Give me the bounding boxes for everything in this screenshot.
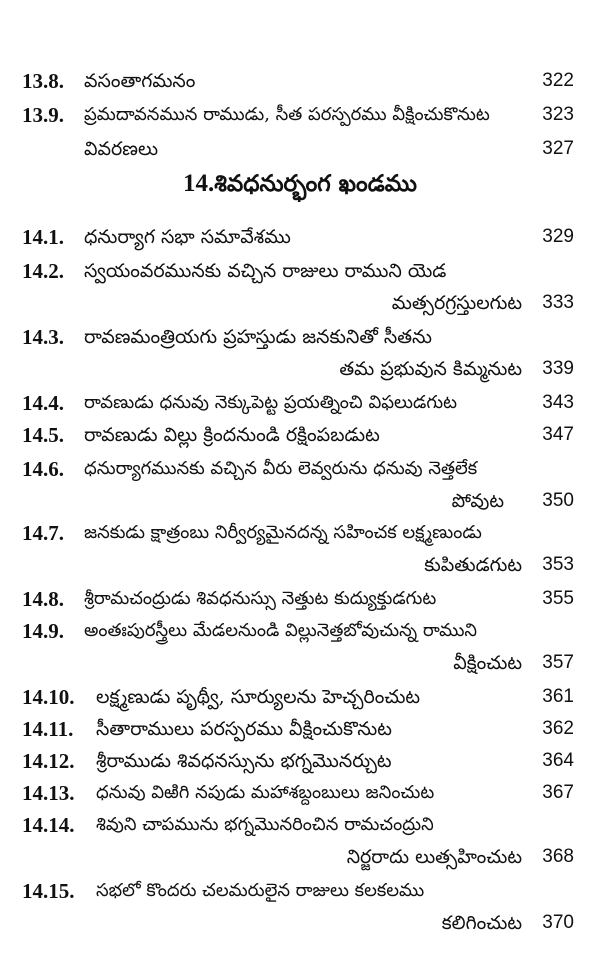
entry-title: శివుని చాపమును భగ్నమొనరించిన రామచంద్రుని <box>96 814 434 835</box>
entry-title-continuation: నిర్జరాదు లుత్సహించుట <box>346 846 522 868</box>
toc-entry <box>0 712 600 746</box>
toc-entry <box>0 614 600 648</box>
entry-title: ధనుర్యాగ సభా సమావేశము <box>84 226 291 248</box>
entry-page-number: 347 <box>542 424 574 445</box>
toc-entry-continuation <box>0 484 600 518</box>
toc-entry <box>0 680 600 714</box>
entry-number: 13.8. <box>22 69 64 93</box>
entry-title: రావణమంత్రియగు ప్రహస్తుడు జనకునితో సీతను <box>84 326 432 348</box>
entry-title: ప్రమదావనమున రాముడు, సీత పరస్పరము వీక్షించుకొనుట <box>84 104 490 125</box>
toc-entry <box>0 386 600 420</box>
toc-entry <box>0 320 600 354</box>
entry-title-continuation: మత్సరగ్రస్తులగుట <box>391 292 522 314</box>
entry-page-number: 327 <box>542 138 574 159</box>
entry-page-number: 355 <box>542 588 574 609</box>
entry-number: 14.5. <box>22 423 64 447</box>
entry-title: శ్రీరాముడు శివధనస్సును భగ్నమొనర్చుట <box>96 750 392 772</box>
toc-entry <box>0 452 600 486</box>
entry-title: ధనువు విఱిగి నపుడు మహాశబ్దంబులు జనించుట <box>96 782 435 803</box>
entry-page-number: 361 <box>542 686 574 707</box>
section-title: శివధనుర్భంగ ఖండము <box>214 170 418 197</box>
toc-entry-continuation <box>0 840 600 874</box>
entry-title-continuation: పోవుట <box>451 490 504 512</box>
toc-entry-continuation <box>0 646 600 680</box>
entry-number: 14.9. <box>22 619 64 643</box>
toc-entry-continuation <box>0 352 600 386</box>
toc-entry <box>0 132 600 166</box>
entry-title: స్వయంవరమునకు వచ్చిన రాజులు రాముని యెడ <box>84 260 447 282</box>
toc-entry <box>0 776 600 810</box>
toc-entry <box>0 808 600 842</box>
toc-entry <box>0 254 600 288</box>
entry-number: 14.14. <box>22 813 75 837</box>
entry-number: 13.9. <box>22 103 64 127</box>
entry-title: రావణుడు ధనువు నెక్కుపెట్ట ప్రయత్నించి విఫలుడగుట <box>84 392 457 413</box>
entry-title: అంతఃపురస్త్రీలు మేడలనుండి విల్లునెత్తబోవుచున్న రాముని <box>84 620 478 641</box>
entry-page-number: 368 <box>542 846 574 867</box>
entry-title: జనకుడు క్షాత్రంబు నిర్వీర్యమైనదన్న సహించక లక్ష్మణుండు <box>84 522 482 543</box>
toc-entry <box>0 582 600 616</box>
entry-title-continuation: కుపితుడగుట <box>424 554 522 576</box>
toc-entry-continuation <box>0 906 600 940</box>
toc-entry <box>0 64 600 98</box>
entry-page-number: 339 <box>542 358 574 379</box>
entry-number: 14.2. <box>22 259 64 283</box>
entry-title-continuation: వీక్షించుట <box>453 652 522 674</box>
entry-title: రావణుడు విల్లు క్రిందనుండి రక్షింపబడుట <box>84 424 380 446</box>
entry-page-number: 353 <box>542 554 574 575</box>
entry-title-continuation: కలిగించుట <box>441 912 522 934</box>
entry-number: 14.3. <box>22 325 64 349</box>
entry-page-number: 367 <box>542 782 574 803</box>
entry-title: సీతారాములు పరస్పరము వీక్షించుకొనుట <box>96 718 392 740</box>
entry-title: వసంతాగమనం <box>84 70 196 92</box>
toc-entry <box>0 874 600 908</box>
entry-title-continuation: తమ ప్రభువున కిమ్మనుట <box>339 358 522 380</box>
entry-page-number: 364 <box>542 750 574 771</box>
toc-entry <box>0 220 600 254</box>
entry-title: ధనుర్యాగమునకు వచ్చిన వీరు లెవ్వరును ధనువు నెత్తలేక <box>84 458 478 479</box>
entry-page-number: 322 <box>542 70 574 91</box>
toc-entry <box>0 418 600 452</box>
entry-title: శ్రీరామచంద్రుడు శివధనుస్సు నెత్తుట కుద్యుక్తుడగుట <box>84 588 437 609</box>
toc-entry <box>0 744 600 778</box>
entry-number: 14.1. <box>22 225 64 249</box>
toc-entry <box>0 98 600 132</box>
entry-number: 14.7. <box>22 521 64 545</box>
entry-number: 14.12. <box>22 749 75 773</box>
entry-number: 14.13. <box>22 781 75 805</box>
entry-number: 14.11. <box>22 717 74 741</box>
entry-page-number: 333 <box>542 292 574 313</box>
entry-number: 14.8. <box>22 587 64 611</box>
entry-title: వివరణలు <box>84 138 159 160</box>
toc-entry-continuation <box>0 286 600 320</box>
entry-title: లక్ష్మణుడు పృథ్వీ, సూర్యులను హెచ్చరించుట <box>96 686 421 708</box>
entry-page-number: 329 <box>542 226 574 247</box>
toc-entry <box>0 516 600 550</box>
section-number: 14. <box>182 170 215 197</box>
entry-number: 14.4. <box>22 391 64 415</box>
entry-page-number: 343 <box>542 392 574 413</box>
entry-title: సభలో కొందరు చలమరులైన రాజులు కలకలము <box>96 880 425 901</box>
toc-entry-continuation <box>0 548 600 582</box>
entry-page-number: 370 <box>542 912 574 933</box>
entry-page-number: 357 <box>542 652 574 673</box>
entry-number: 14.10. <box>22 685 75 709</box>
section-heading <box>0 170 600 203</box>
entry-number: 14.15. <box>22 879 75 903</box>
entry-number: 14.6. <box>22 457 64 481</box>
entry-page-number: 350 <box>542 490 574 511</box>
entry-page-number: 323 <box>542 104 574 125</box>
entry-page-number: 362 <box>542 718 574 739</box>
